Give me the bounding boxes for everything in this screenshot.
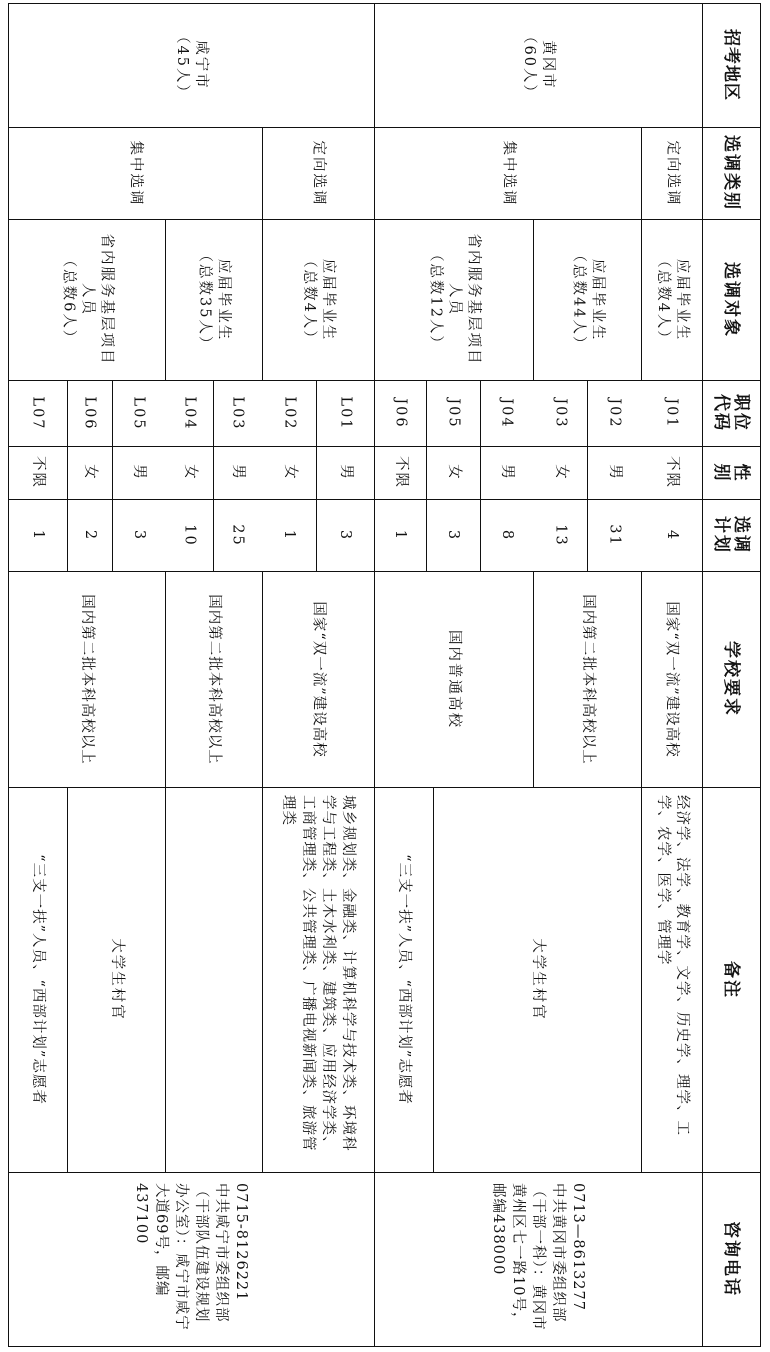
region-xianning	[8, 3, 374, 127]
header-contact: 咨询电话	[721, 1221, 741, 1297]
region-name: 黄冈市	[539, 40, 556, 90]
plan-cell: 10	[181, 523, 198, 547]
grid-line	[8, 1346, 761, 1347]
plan-cell: 13	[552, 523, 569, 547]
plan-cell: 2	[81, 529, 98, 541]
note-cell: 城乡规划类、金融类、计算机科学与技术类、环境科学与工程类、土木水利类、建筑类、应用经济学类、工商管理类、公共管理类、广播电视新闻类、旅游管理类	[280, 794, 356, 1151]
code-cell: L01	[337, 395, 354, 431]
plan-cell: 1	[29, 529, 46, 541]
gender-cell: 女	[445, 464, 462, 481]
plan-cell: 1	[392, 529, 409, 541]
target-hg-service12: 省内服务基层项目人员 （总数12人）	[427, 233, 481, 366]
plan-cell: 1	[281, 529, 298, 541]
header-type: 选调类别	[721, 135, 741, 211]
gender-cell: 男	[337, 464, 354, 481]
plan-cell: 3	[445, 529, 462, 541]
type-hg-dingxiang: 定向选调	[664, 140, 680, 206]
header-region	[702, 3, 760, 127]
note-cell: “三支一扶”人员、“西部计划”志愿者	[30, 854, 46, 1105]
header-gender: 性别	[711, 463, 751, 482]
gender-cell: 女	[181, 464, 198, 481]
gender-cell: 男	[230, 464, 246, 481]
code-cell: J05	[445, 397, 462, 429]
target-hg-fresh4: 应届毕业生 （总数4人）	[654, 252, 690, 347]
gender-cell: 不限	[30, 456, 46, 489]
school-cell: 国内普通高校	[446, 629, 462, 729]
code-cell: L06	[82, 395, 98, 431]
school-cell: 国内第二批本科高校以上	[79, 593, 95, 765]
grid-line	[165, 787, 166, 1172]
contact-phone: 0715-8126221	[233, 1183, 249, 1302]
code-cell: L05	[131, 395, 147, 431]
gender-cell: 男	[606, 464, 623, 481]
gender-cell: 男	[131, 464, 147, 481]
grid-line	[760, 3, 761, 1346]
note-cell: “三支一扶”人员、“西部计划”志愿者	[396, 854, 412, 1105]
contact-huanggang	[374, 1172, 702, 1346]
school-cell: 国内第二批本科高校以上	[206, 593, 222, 765]
gender-cell: 不限	[392, 456, 409, 489]
region-count: （60人）	[520, 29, 537, 101]
note-cell: 大学生村官	[108, 938, 125, 1021]
contact-address: 中共咸宁市委组织部（干部队伍建设规划办公室）：咸宁市咸宁大道69号，邮编437100	[133, 1183, 229, 1331]
code-cell: L03	[230, 395, 246, 431]
contact-phone: 0713—8613277	[570, 1183, 586, 1311]
header-target: 选调对象	[721, 261, 741, 338]
gender-cell: 男	[499, 464, 515, 481]
gender-cell: 女	[281, 464, 298, 481]
code-cell: J01	[663, 397, 680, 429]
target-hg-fresh44: 应届毕业生 （总数44人）	[569, 247, 605, 352]
code-cell: J04	[498, 397, 515, 429]
plan-cell: 25	[229, 523, 246, 547]
code-cell: L07	[30, 395, 46, 431]
type-xn-jizhong: 集中选调	[127, 140, 144, 206]
target-xn-service6: 省内服务基层项目人员 （总数6人）	[60, 233, 114, 366]
code-cell: J06	[392, 397, 409, 429]
header-region-text: 招考地区	[721, 29, 741, 101]
contact-address: 中共黄冈市委组织部（干部一科）：黄冈市黄州区七一路10号，邮编438000	[490, 1183, 566, 1331]
code-cell: L04	[181, 395, 198, 431]
plan-cell: 4	[663, 529, 680, 541]
header-note: 备注	[721, 960, 741, 999]
region-huanggang	[374, 3, 702, 127]
code-cell: J03	[552, 397, 569, 429]
gender-cell: 不限	[664, 456, 680, 489]
school-cell: 国家“双一流”建设高校	[664, 600, 681, 758]
plan-cell: 3	[130, 529, 147, 541]
region-count: （45人）	[173, 29, 190, 101]
plan-cell: 8	[498, 529, 515, 541]
plan-cell: 3	[337, 529, 354, 541]
code-cell: L02	[281, 395, 298, 431]
note-cell: 经济学、法学、教育学、文学、历史学、理学、工学、农学、医学、管理学	[654, 794, 690, 1136]
contact-xianning	[8, 1172, 374, 1346]
school-cell: 国家“双一流”建设高校	[310, 600, 327, 758]
plan-cell: 31	[606, 523, 623, 547]
header-plan: 选调计划	[711, 516, 751, 554]
type-hg-jizhong: 集中选调	[500, 140, 516, 206]
gender-cell: 女	[552, 464, 569, 481]
school-cell: 国内第二批本科高校以上	[579, 593, 596, 765]
code-cell: J02	[606, 397, 623, 429]
region-name: 咸宁市	[192, 40, 209, 90]
target-xn-fresh35: 应届毕业生 （总数35人）	[196, 247, 232, 352]
target-xn-fresh4: 应届毕业生 （总数4人）	[300, 252, 336, 347]
type-xn-dingxiang: 定向选调	[310, 140, 327, 206]
header-school: 学校要求	[721, 641, 741, 717]
header-code: 职位代码	[711, 394, 751, 432]
note-cell: 大学生村官	[529, 938, 546, 1021]
gender-cell: 女	[82, 464, 98, 481]
